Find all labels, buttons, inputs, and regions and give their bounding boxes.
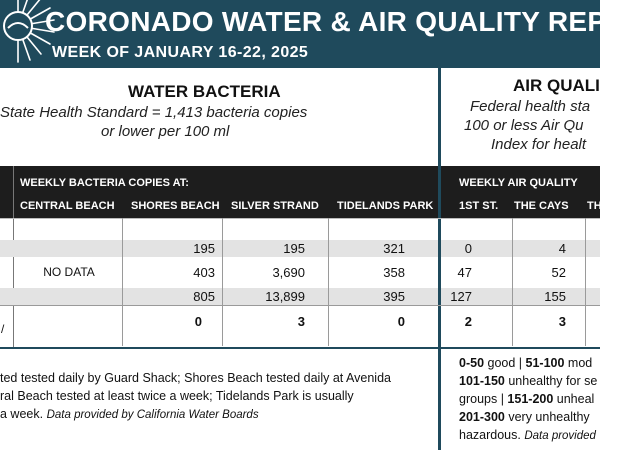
1st-st-value: 127 xyxy=(450,289,472,304)
aqi-label-moderate: mod xyxy=(564,356,593,370)
aqi-range-good: 0-50 xyxy=(459,356,485,370)
1st-st-value: 47 xyxy=(457,265,472,280)
the-cays-value: 155 xyxy=(544,289,566,304)
row-label-fragment: / xyxy=(1,322,5,336)
aqi-range-unhealthy: 151-200 xyxy=(507,392,554,406)
col-central-beach: CENTRAL BEACH xyxy=(20,200,115,212)
water-footnote-text: a week. xyxy=(0,407,44,421)
silver-strand-value: 195 xyxy=(283,241,305,256)
water-standard-line2: or lower per 100 ml xyxy=(101,123,230,140)
report-title: CORONADO WATER & AIR QUALITY REPO xyxy=(45,6,628,37)
water-footer-rule xyxy=(0,347,438,349)
shores-beach-total: 0 xyxy=(194,314,202,329)
table-row-shade xyxy=(0,288,438,305)
col-divider xyxy=(585,218,586,346)
the-cays-value: 4 xyxy=(558,241,566,256)
report-week: WEEK OF JANUARY 16-22, 2025 xyxy=(52,44,309,61)
col-silver-strand: SILVER STRAND xyxy=(231,200,319,212)
totals-divider xyxy=(0,305,600,306)
water-footnote-line1: ted tested daily by Guard Shack; Shores Beach tested daily at Avenida xyxy=(0,371,391,385)
1st-st-value: 0 xyxy=(464,241,472,256)
shores-beach-value: 403 xyxy=(193,265,215,280)
col-divider xyxy=(122,218,123,346)
central-beach-no-data: NO DATA xyxy=(43,265,95,279)
water-data-credit: Data provided by California Water Boards xyxy=(46,409,259,421)
col-divider xyxy=(328,218,329,346)
silver-strand-value: 3,690 xyxy=(272,265,305,280)
shores-beach-value: 195 xyxy=(193,241,215,256)
aqi-legend-line1 xyxy=(459,354,592,372)
aqi-range-moderate: 51-100 xyxy=(525,356,565,370)
silver-strand-value: 13,899 xyxy=(265,289,305,304)
1st-st-total: 2 xyxy=(464,314,472,329)
water-section-title: WATER BACTERIA xyxy=(128,82,281,101)
air-standard-line3: Index for healt xyxy=(491,136,587,153)
tidelands-park-total: 0 xyxy=(397,314,405,329)
table-row-shade xyxy=(0,240,438,257)
air-standard-line1: Federal health sta xyxy=(470,98,591,115)
col-1st-st: 1ST ST. xyxy=(459,200,499,212)
col-shores-beach: SHORES BEACH xyxy=(131,200,220,212)
col-divider xyxy=(512,218,513,346)
shores-beach-value: 805 xyxy=(193,289,215,304)
col-the-cays: THE CAYS xyxy=(514,200,569,212)
air-footer-rule xyxy=(441,347,600,349)
aqi-label-good: good | xyxy=(484,356,526,370)
air-section-title: AIR QUALI xyxy=(513,76,600,95)
water-standard-line1: State Health Standard = 1,413 bacteria copies xyxy=(0,104,308,121)
the-cays-value: 52 xyxy=(551,265,566,280)
aqi-label-hazardous: hazardous. xyxy=(459,428,525,442)
silver-strand-total: 3 xyxy=(297,314,305,329)
aqi-legend-line4 xyxy=(459,408,590,426)
water-row-label-divider xyxy=(13,166,14,348)
air-table-heading: WEEKLY AIR QUALITY xyxy=(459,177,578,189)
the-cays-total: 3 xyxy=(558,314,566,329)
aqi-label-very-unhealthy: very unhealthy xyxy=(504,410,590,424)
aqi-legend-line5 xyxy=(459,426,596,445)
aqi-label-unhealthy: unheal xyxy=(553,392,595,406)
col-third-location: TH xyxy=(587,200,602,212)
water-table-heading: WEEKLY BACTERIA COPIES AT: xyxy=(20,177,189,189)
aqi-label-sensitive: unhealthy for se xyxy=(504,374,598,388)
air-data-credit: Data provided xyxy=(524,430,596,442)
aqi-legend-line3 xyxy=(459,390,594,408)
air-standard-line2: 100 or less Air Qu xyxy=(464,117,584,134)
aqi-legend-line2 xyxy=(459,372,597,390)
tidelands-park-value: 395 xyxy=(383,289,405,304)
table-top-rule xyxy=(0,218,600,219)
tidelands-park-value: 321 xyxy=(383,241,405,256)
col-divider xyxy=(222,218,223,346)
col-tidelands-park: TIDELANDS PARK xyxy=(337,200,434,212)
aqi-range-very-unhealthy: 201-300 xyxy=(459,410,505,424)
report-header xyxy=(0,0,628,68)
water-footnote-line2: ral Beach tested at least twice a week; Tidelands Park is usually xyxy=(0,389,354,403)
section-divider xyxy=(438,68,441,450)
aqi-range-sensitive: 101-150 xyxy=(459,374,505,388)
aqi-label-groups: groups | xyxy=(459,392,508,406)
water-footnote-line3 xyxy=(0,405,259,424)
tidelands-park-value: 358 xyxy=(383,265,405,280)
